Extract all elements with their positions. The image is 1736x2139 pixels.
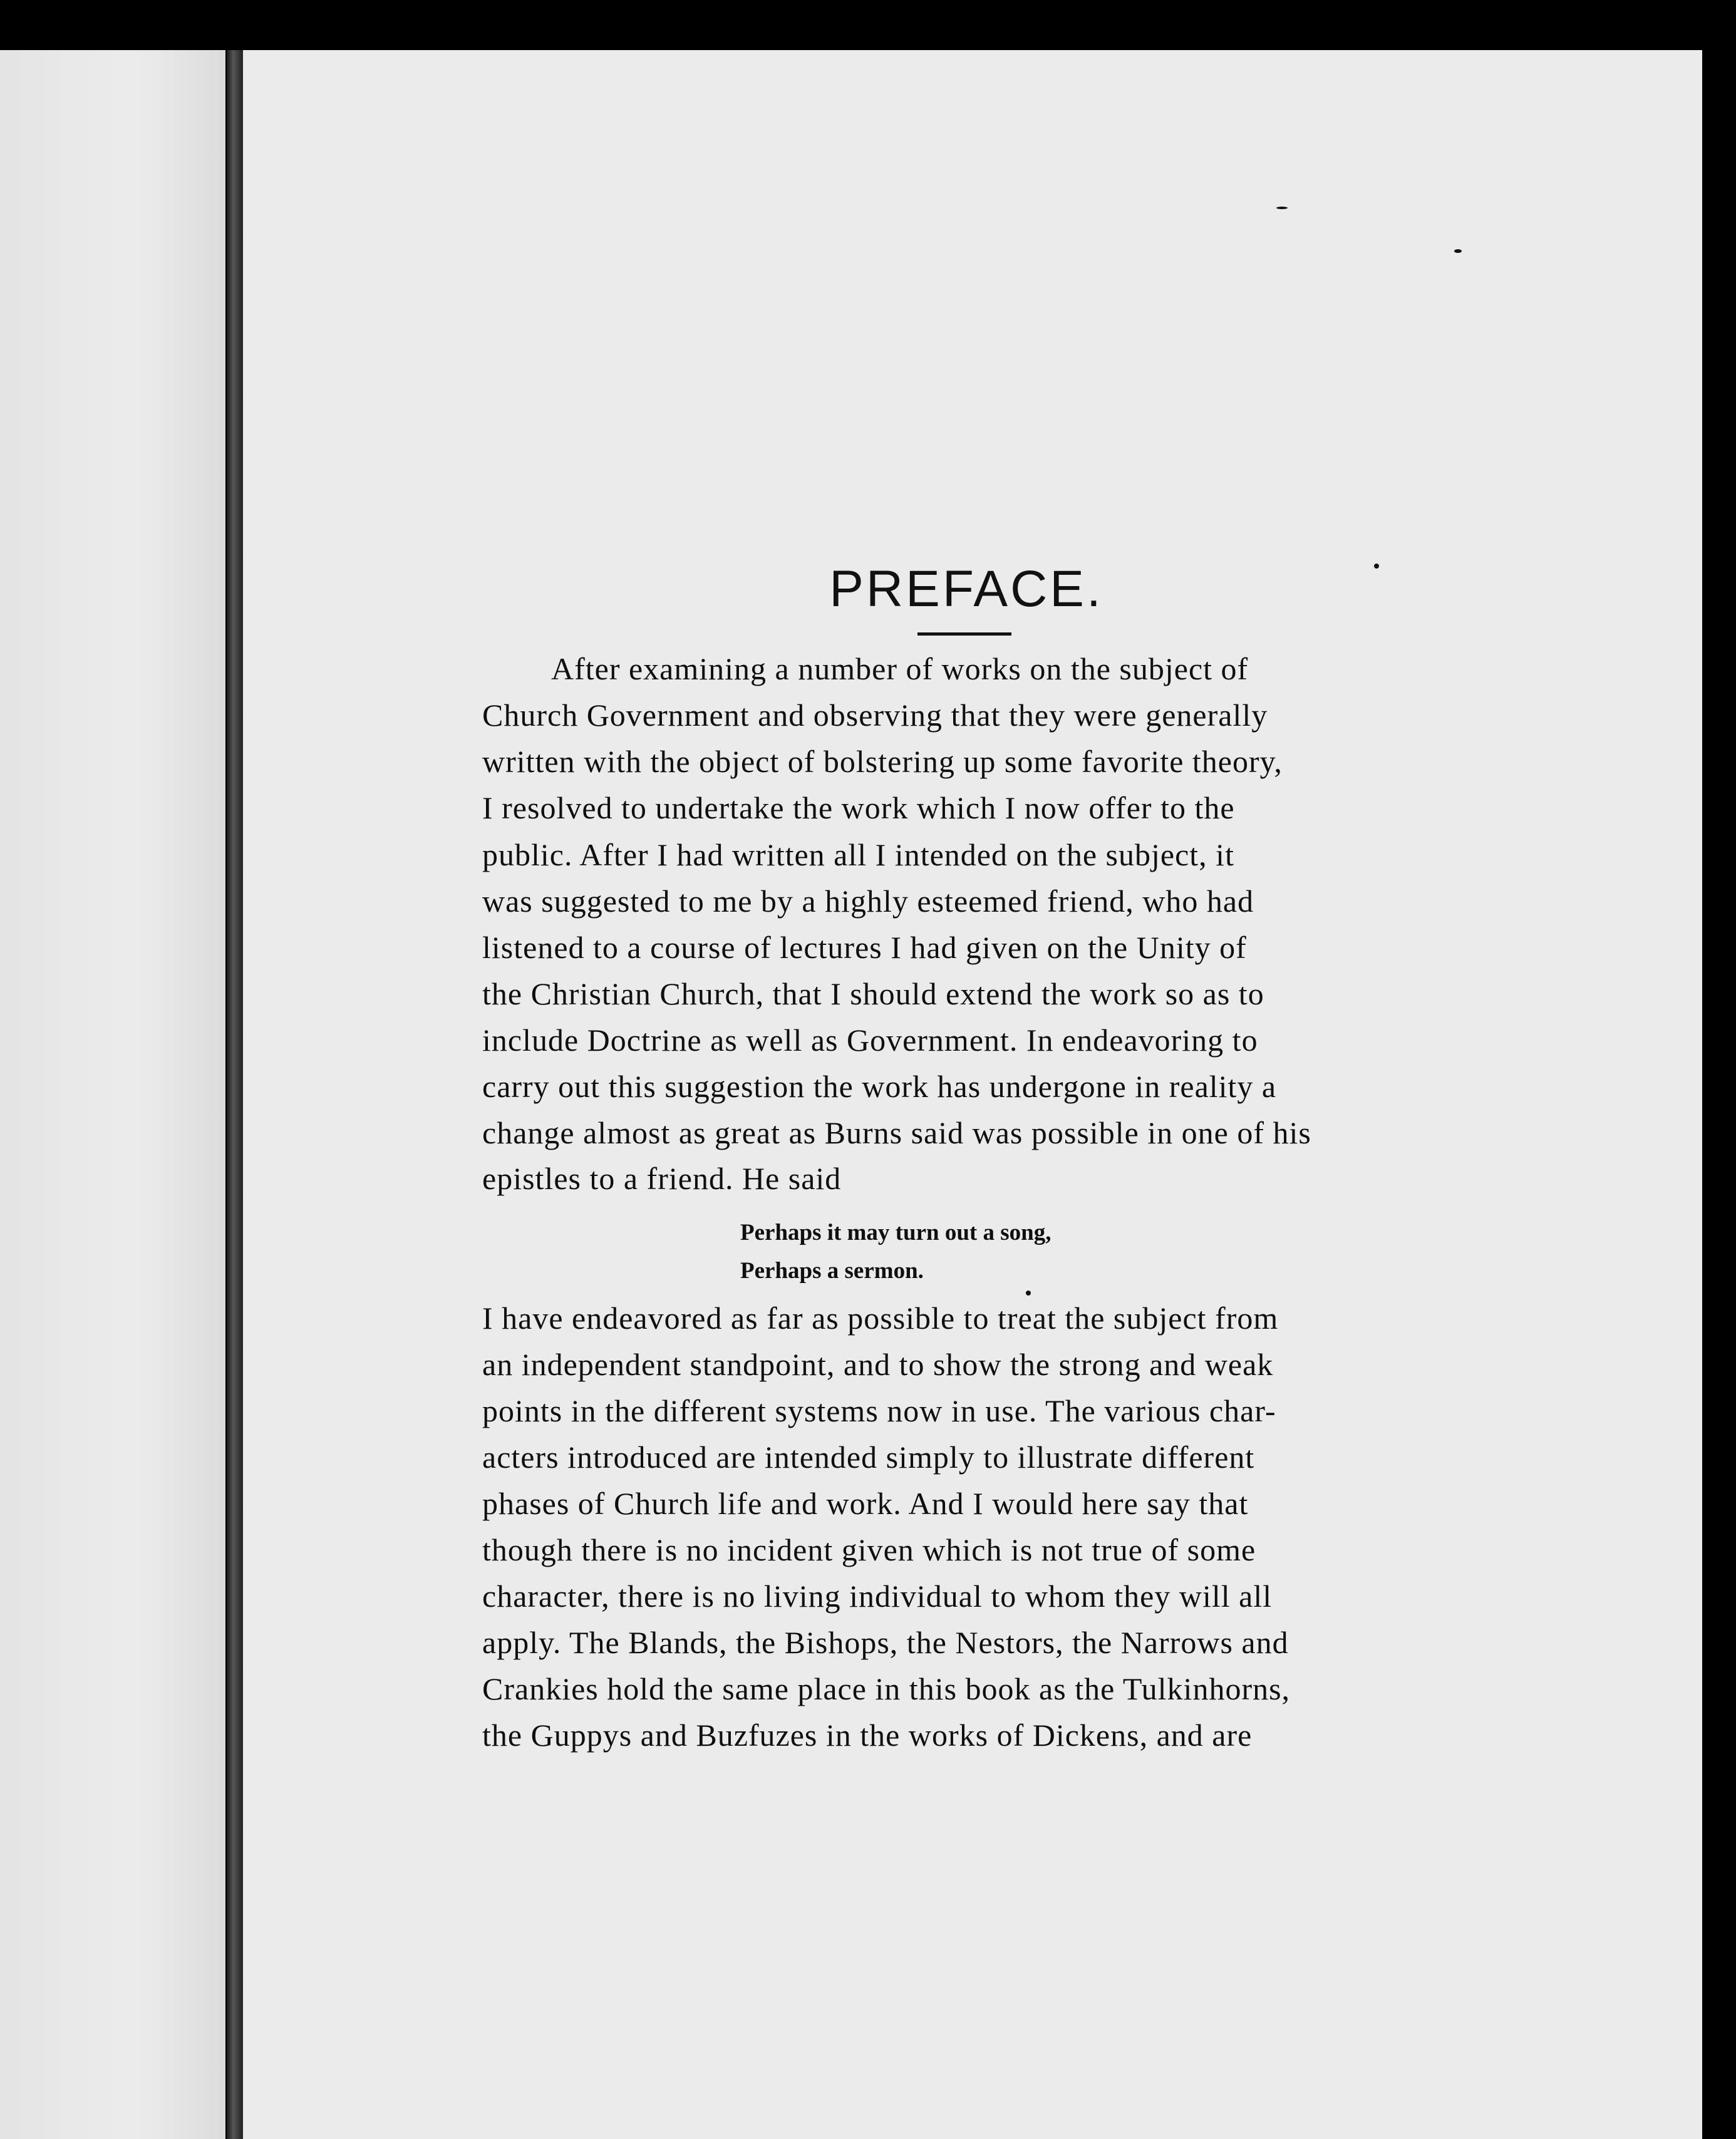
text-line: phases of Church life and work. And I would here say that bbox=[482, 1486, 1249, 1521]
text-line: acters introduced are intended simply to illustrate different bbox=[482, 1440, 1255, 1475]
text-line: was suggested to me by a highly esteemed friend, who had bbox=[482, 884, 1254, 919]
text-line: character, there is no living individual to whom they will all bbox=[482, 1579, 1273, 1614]
facing-page-edge bbox=[0, 50, 225, 2139]
scan-border bbox=[1702, 50, 1736, 2139]
text-line: carry out this suggestion the work has undergone in reality a bbox=[482, 1069, 1277, 1104]
text-line: After examining a number of works on the subject of bbox=[551, 651, 1249, 686]
text-line: include Doctrine as well as Government. In endeavoring to bbox=[482, 1023, 1258, 1058]
text-line: the Christian Church, that I should extend the work so as to bbox=[482, 976, 1264, 1011]
paper-speck bbox=[1374, 564, 1379, 569]
text-line: points in the different systems now in use. The various char- bbox=[482, 1393, 1276, 1428]
page-title: PREFACE. bbox=[829, 560, 1103, 617]
text-line: an independent standpoint, and to show the strong and weak bbox=[482, 1347, 1274, 1382]
text-line: Crankies hold the same place in this book as the Tulkinhorns, bbox=[482, 1671, 1291, 1706]
text-line: I have endeavored as far as possible to treat the subject from bbox=[482, 1301, 1279, 1336]
text-line: apply. The Blands, the Bishops, the Nestors, the Narrows and bbox=[482, 1625, 1289, 1660]
binding-gutter bbox=[227, 50, 243, 2139]
verse-line: Perhaps a sermon. bbox=[740, 1258, 924, 1284]
paper-speck bbox=[1026, 1291, 1031, 1296]
text-line: I resolved to undertake the work which I now offer to the bbox=[482, 790, 1235, 825]
text-line: change almost as great as Burns said was possible in one of his bbox=[482, 1115, 1311, 1150]
paper-speck bbox=[1276, 207, 1288, 209]
text-line: though there is no incident given which is not true of some bbox=[482, 1532, 1256, 1567]
text-line: public. After I had written all I intended on the subject, it bbox=[482, 837, 1234, 872]
paper-speck bbox=[1454, 249, 1462, 253]
text-line: Church Government and observing that they were generally bbox=[482, 698, 1268, 733]
text-line: epistles to a friend. He said bbox=[482, 1161, 842, 1196]
text-line: written with the object of bolstering up some favorite theory, bbox=[482, 744, 1283, 779]
text-line: listened to a course of lectures I had given on the Unity of bbox=[482, 930, 1247, 965]
text-line: the Guppys and Buzfuzes in the works of Dickens, and are bbox=[482, 1718, 1253, 1753]
verse-line: Perhaps it may turn out a song, bbox=[740, 1220, 1051, 1245]
title-rule bbox=[917, 632, 1011, 636]
